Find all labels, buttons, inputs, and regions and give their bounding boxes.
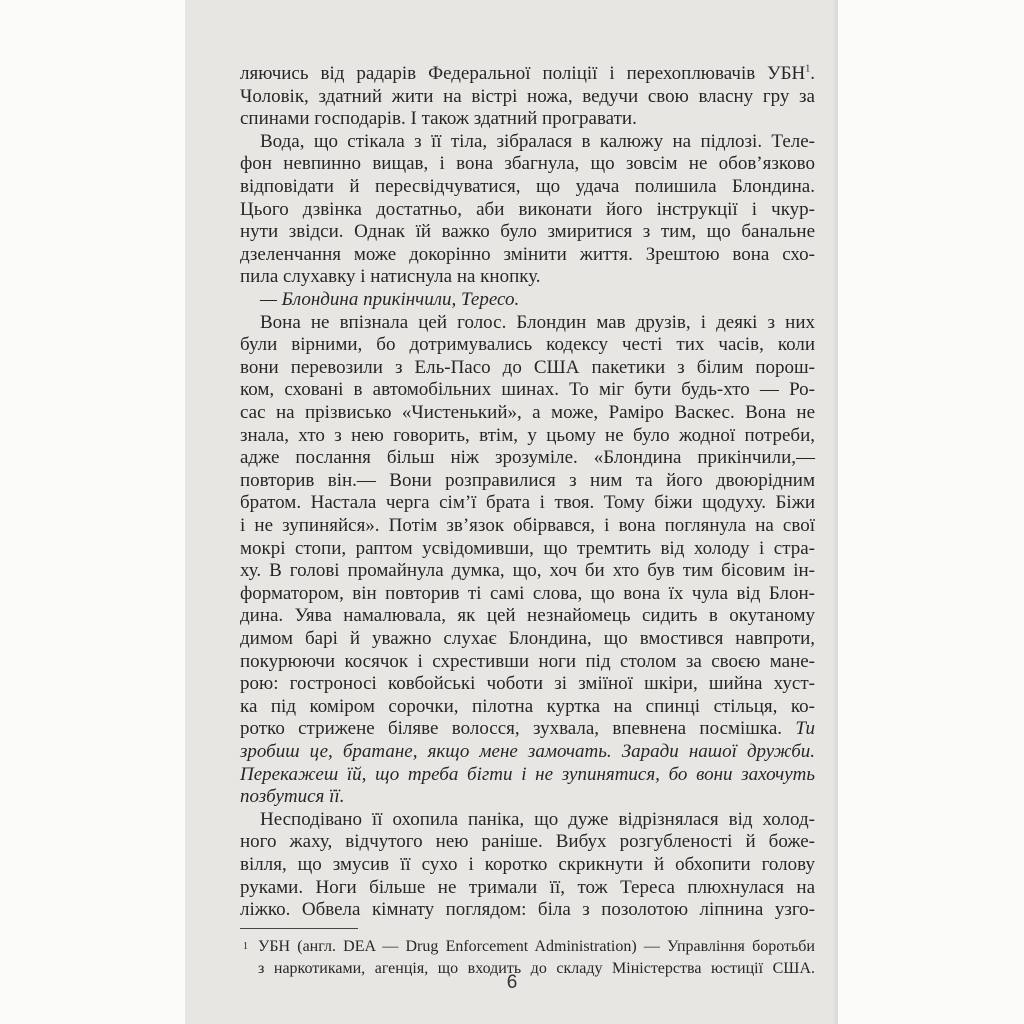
- footnote-line: УБН (англ. DEA — Drug Enforcement Administration) — Управління боротьби: [258, 938, 815, 955]
- page-number: 6: [506, 972, 518, 993]
- text-line-content: ком, сховані в автомобільних шинах. То міг бути будь-хто — Ро-: [240, 379, 815, 401]
- text-line: [240, 673, 815, 695]
- text-line: [240, 560, 815, 582]
- text-line: [240, 538, 815, 560]
- text-line: [240, 515, 815, 537]
- text-line: [240, 899, 815, 921]
- text-line-content: Цього дзвінка достатньо, аби виконати його інструкції і чкур-: [240, 198, 815, 220]
- text-line-content: рою: гостроносі ковбойські чоботи зі зміїної шкіри, шийна хуст-: [240, 673, 815, 695]
- text-line-content: руками. Ноги більше не тримали її, тож Тереса плюхнулася на: [240, 876, 815, 898]
- text-line: [240, 199, 815, 221]
- text-line-content: Чоловік, здатний жити на вістрі ножа, ведучи свою власну гру за: [240, 85, 815, 107]
- italic-text: Ти: [795, 718, 815, 740]
- text-line-content: димом барі й уважно слухає Блондина, що вмостився навпроти,: [240, 628, 815, 649]
- text-line: [240, 266, 815, 288]
- text-line-content: дзеленчання може докорінно змінити життя. Зрештою вона схо-: [240, 243, 815, 265]
- text-line-content: відповідати й пересвідчуватися, що удача полишила Блондина.: [240, 176, 815, 197]
- text-line: [240, 470, 815, 492]
- text-line: [240, 764, 815, 786]
- text-line: [240, 741, 815, 763]
- text-line: [240, 176, 815, 198]
- text-line: [240, 379, 815, 401]
- footnote-line: з наркотиками, агенція, що входить до складу Міністерства юстиції США.: [258, 960, 815, 977]
- text-line: [240, 651, 815, 673]
- text-line-content: сас на прізвисько «Чистенький», а може, Раміро Васкес. Вона не: [240, 402, 815, 423]
- text-line: [260, 312, 815, 334]
- text-line: [240, 628, 815, 650]
- text-line-content: повторив він.— Вони розправилися з ним та його двоюрідним: [240, 469, 815, 491]
- text-line-content: ляючись від радарів Федеральної поліції і перехоплювачів УБН: [240, 63, 806, 84]
- text-line-content: ротко стрижене біляве волосся, зухвала, впевнена посмішка.: [240, 718, 783, 740]
- text-line: [240, 718, 815, 740]
- text-line-content: форматором, він повторив ті самі слова, що вона їх чула від Блон-: [240, 582, 815, 604]
- text-line-content: ху. В голові промайнула думка, що, хоч би хто був тим бісовим ін-: [240, 560, 815, 582]
- text-line-content: фон невпинно вищав, і вона збагнула, що зовсім не обов’язково: [240, 153, 815, 175]
- text-line-content: Несподівано її охопила паніка, що дуже відрізнялася від холод-: [260, 808, 815, 830]
- text-line-content: були вірними, бо дотримувались кодексу честі тих часів, коли: [240, 334, 815, 356]
- text-line-content: ного жаху, відчутого нею раніше. Вибух розгубленості й боже-: [240, 831, 815, 853]
- text-line: [240, 492, 815, 514]
- text-line: [240, 221, 815, 243]
- text-line: [240, 153, 815, 175]
- text-line: [240, 334, 815, 356]
- text-line: [260, 809, 815, 831]
- text-line-content: спинами господарів. І також здатний програвати.: [240, 108, 637, 130]
- text-line-content: ка під коміром сорочки, пілотна куртка на спинці стільця, ко-: [240, 695, 815, 717]
- text-line-content: ліжко. Обвела кімнату поглядом: біла з позолотою ліпнина узго-: [240, 899, 815, 921]
- text-line-content: Перекажеш їй, що треба бігти і не зупинятися, бо вони захочуть: [240, 763, 815, 785]
- text-line: ляючись від радарів Федеральної поліції і перехоплювачів УБН$^1$.: [240, 63, 815, 84]
- text-line-content: братом. Настала черга сім’ї брата і твоя. Тому біжи щодуху. Біжи: [240, 492, 815, 514]
- text-line-content: вони перевозили з Ель-Пасо до США пакетики з білим порош-: [240, 356, 815, 378]
- text-line: [240, 86, 815, 108]
- text-line-content: — Блондина прикінчили, Тересо.: [260, 289, 520, 310]
- text-line-content: Вода, що стікала з її тіла, зібралася в калюжу на підлозі. Теле-: [260, 130, 815, 152]
- text-line: [240, 447, 815, 469]
- text-line: [240, 357, 815, 379]
- text-line: [240, 244, 815, 266]
- text-line-content: дина. Уява намалювала, як цей незнайомець сидить в окутаному: [240, 605, 815, 627]
- text-line: [240, 605, 815, 627]
- text-line-content: адже послання більш ніж зрозуміле. «Блондина прикінчили,—: [240, 447, 815, 469]
- footnote-reference[interactable]: 1: [805, 63, 811, 75]
- text-line: [240, 583, 815, 605]
- text-line-content: Вона не впізнала цей голос. Блондин мав друзів, і деякі з них: [260, 311, 815, 333]
- footnote-marker: 1: [243, 941, 248, 952]
- text-line: [240, 108, 815, 130]
- footnote-divider: [240, 928, 358, 929]
- text-line: [240, 786, 815, 808]
- text-line: [260, 131, 815, 153]
- text-line: [240, 425, 815, 447]
- text-line-content: вілля, що змусив її сухо і коротко скрикнути й обхопити голову: [240, 854, 815, 875]
- text-line-content: і не зупиняйся». Потім зв’язок обірвався, і вона поглянула на свої: [240, 515, 815, 536]
- text-line-content: нути звідси. Однак їй важко було змиритися з тим, що банальне: [240, 221, 815, 243]
- text-line-content: мокрі стопи, раптом усвідомивши, що тремтить від холоду і стра-: [240, 537, 815, 559]
- text-line: [240, 854, 815, 876]
- text-line: [240, 877, 815, 899]
- text-line-content: пила слухавку і натиснула на кнопку.: [240, 266, 541, 288]
- text-line: [240, 402, 815, 424]
- text-line-content: знала, хто з нею говорить, втім, у цьому не було жодної потреби,: [240, 424, 815, 446]
- text-line: [260, 289, 815, 311]
- text-line-content: позбутися її.: [240, 786, 345, 808]
- text-line-content: покурюючи косячок і схрестивши ноги під столом за своєю мане-: [240, 650, 815, 672]
- text-line: [240, 696, 815, 718]
- text-line: [240, 831, 815, 853]
- text-line-content: зробиш це, братане, якщо мене замочать. Заради нашої дружби.: [240, 741, 815, 762]
